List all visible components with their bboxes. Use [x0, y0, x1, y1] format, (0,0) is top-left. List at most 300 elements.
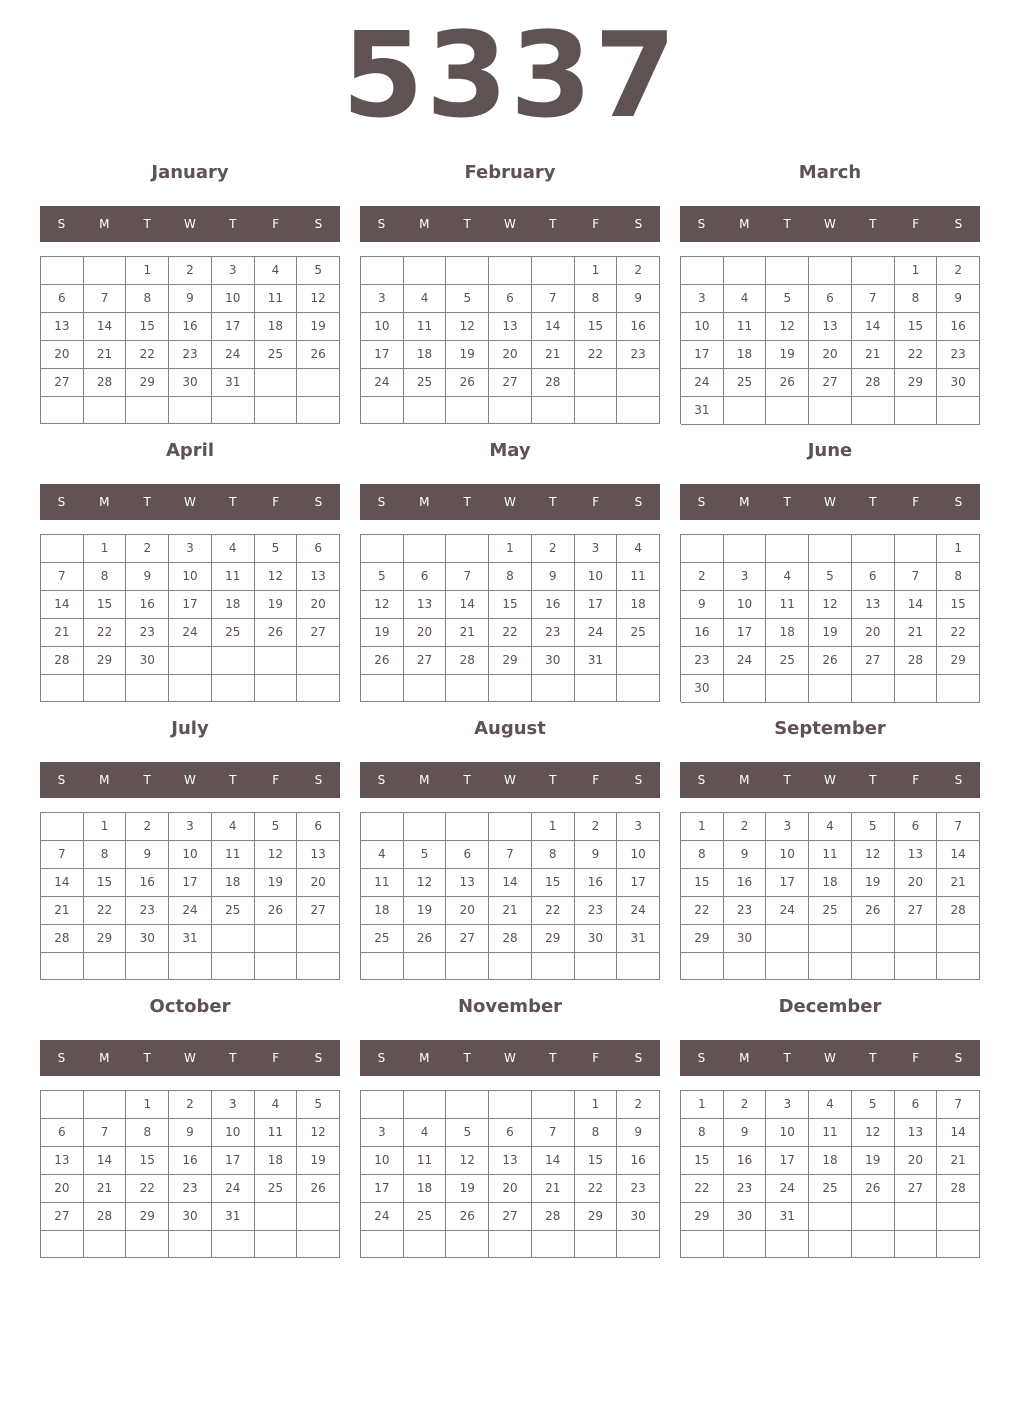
day-cell: 25	[809, 1175, 852, 1203]
day-cell: 19	[404, 897, 447, 925]
day-cell: 13	[41, 313, 84, 341]
day-cell: 17	[361, 341, 404, 369]
day-cell: 19	[766, 341, 809, 369]
day-cell: 18	[809, 1147, 852, 1175]
day-cell: 8	[895, 285, 938, 313]
empty-day-cell	[446, 1091, 489, 1119]
day-cell: 13	[852, 591, 895, 619]
weekday-label: M	[99, 1051, 110, 1065]
empty-day-cell	[255, 675, 298, 702]
day-cell: 15	[84, 869, 127, 897]
day-grid	[360, 534, 660, 702]
day-cell: 10	[169, 841, 212, 869]
day-cell: 28	[84, 1203, 127, 1231]
weekday-header-bar	[40, 762, 340, 798]
weekday-label: T	[783, 495, 791, 509]
day-cell: 15	[575, 313, 618, 341]
month-july	[40, 714, 340, 984]
day-cell: 22	[126, 341, 169, 369]
day-cell: 11	[255, 1119, 298, 1147]
day-cell: 27	[404, 647, 447, 675]
day-cell: 1	[575, 1091, 618, 1119]
day-cell: 12	[446, 313, 489, 341]
weekday-label: S	[57, 495, 66, 509]
month-october	[40, 992, 340, 1262]
day-cell: 16	[575, 869, 618, 897]
day-cell: 13	[489, 313, 532, 341]
day-cell: 4	[361, 841, 404, 869]
day-cell: 12	[297, 285, 340, 313]
day-cell: 6	[895, 813, 938, 841]
empty-day-cell	[809, 1231, 852, 1258]
weekday-label: T	[463, 217, 471, 231]
weekday-label: S	[697, 217, 706, 231]
empty-day-cell	[404, 535, 447, 563]
weekday-label: W	[824, 1051, 836, 1065]
day-cell: 29	[489, 647, 532, 675]
day-cell: 30	[126, 647, 169, 675]
day-cell: 27	[446, 925, 489, 953]
day-cell: 10	[212, 1119, 255, 1147]
month-march	[680, 158, 980, 428]
day-cell: 5	[809, 563, 852, 591]
day-cell: 28	[84, 369, 127, 397]
weekday-label: S	[57, 1051, 66, 1065]
weekday-header-bar	[360, 484, 660, 520]
month-name: October	[149, 996, 231, 1017]
empty-day-cell	[575, 675, 618, 702]
weekday-label: S	[57, 773, 66, 787]
empty-day-cell	[41, 535, 84, 563]
day-cell: 2	[724, 813, 767, 841]
weekday-label: T	[143, 1051, 151, 1065]
weekday-label: W	[184, 773, 196, 787]
weekday-label: T	[143, 773, 151, 787]
month-name: June	[807, 440, 853, 461]
day-cell: 7	[852, 285, 895, 313]
day-cell: 14	[84, 313, 127, 341]
day-cell: 6	[41, 1119, 84, 1147]
day-cell: 27	[852, 647, 895, 675]
empty-day-cell	[446, 397, 489, 424]
day-cell: 4	[255, 257, 298, 285]
month-name: July	[171, 718, 209, 739]
day-cell: 23	[681, 647, 724, 675]
day-cell: 2	[937, 257, 980, 285]
day-cell: 14	[852, 313, 895, 341]
empty-day-cell	[41, 257, 84, 285]
empty-day-cell	[809, 397, 852, 425]
empty-day-cell	[681, 1231, 724, 1258]
day-cell: 7	[84, 285, 127, 313]
day-cell: 12	[255, 563, 298, 591]
day-cell: 30	[575, 925, 618, 953]
weekday-label: M	[419, 495, 430, 509]
day-cell: 8	[126, 285, 169, 313]
weekday-label: T	[783, 217, 791, 231]
day-cell: 3	[617, 813, 660, 841]
day-cell: 11	[255, 285, 298, 313]
day-grid	[40, 812, 340, 980]
day-cell: 4	[212, 535, 255, 563]
empty-day-cell	[724, 953, 767, 980]
day-cell: 16	[617, 1147, 660, 1175]
day-cell: 25	[404, 369, 447, 397]
empty-day-cell	[809, 675, 852, 703]
day-cell: 1	[126, 1091, 169, 1119]
day-cell: 30	[532, 647, 575, 675]
day-cell: 19	[852, 869, 895, 897]
day-cell: 20	[809, 341, 852, 369]
day-cell: 19	[446, 1175, 489, 1203]
day-cell: 20	[41, 1175, 84, 1203]
day-cell: 12	[297, 1119, 340, 1147]
weekday-label: M	[99, 217, 110, 231]
day-cell: 8	[126, 1119, 169, 1147]
weekday-label: T	[869, 773, 877, 787]
day-cell: 10	[724, 591, 767, 619]
day-cell: 19	[446, 341, 489, 369]
day-cell: 28	[532, 369, 575, 397]
day-cell: 31	[766, 1203, 809, 1231]
empty-day-cell	[212, 647, 255, 675]
empty-day-cell	[852, 535, 895, 563]
day-cell: 20	[297, 869, 340, 897]
day-cell: 30	[169, 1203, 212, 1231]
day-cell: 6	[297, 813, 340, 841]
day-cell: 12	[852, 841, 895, 869]
empty-day-cell	[255, 369, 298, 397]
day-cell: 22	[681, 897, 724, 925]
empty-day-cell	[126, 1231, 169, 1258]
day-cell: 12	[766, 313, 809, 341]
day-cell: 7	[41, 841, 84, 869]
month-april	[40, 436, 340, 706]
weekday-header-bar	[680, 484, 980, 520]
weekday-label: F	[272, 217, 280, 231]
day-cell: 28	[895, 647, 938, 675]
day-cell: 2	[126, 535, 169, 563]
day-grid	[680, 534, 980, 702]
empty-day-cell	[852, 1203, 895, 1231]
empty-day-cell	[297, 647, 340, 675]
day-cell: 4	[724, 285, 767, 313]
day-cell: 28	[532, 1203, 575, 1231]
day-cell: 22	[681, 1175, 724, 1203]
day-cell: 15	[126, 1147, 169, 1175]
weekday-label: T	[143, 495, 151, 509]
empty-day-cell	[446, 813, 489, 841]
empty-day-cell	[575, 369, 618, 397]
empty-day-cell	[532, 675, 575, 702]
weekday-header-bar	[40, 1040, 340, 1076]
day-cell: 4	[766, 563, 809, 591]
day-cell: 31	[681, 397, 724, 425]
empty-day-cell	[212, 925, 255, 953]
day-cell: 9	[681, 591, 724, 619]
empty-day-cell	[895, 675, 938, 703]
day-cell: 1	[895, 257, 938, 285]
day-cell: 2	[532, 535, 575, 563]
empty-day-cell	[895, 397, 938, 425]
day-cell: 26	[297, 1175, 340, 1203]
weekday-label: S	[697, 495, 706, 509]
day-cell: 10	[766, 841, 809, 869]
day-cell: 17	[766, 869, 809, 897]
weekday-label: T	[869, 495, 877, 509]
day-cell: 16	[724, 869, 767, 897]
day-cell: 20	[489, 1175, 532, 1203]
empty-day-cell	[404, 675, 447, 702]
day-cell: 13	[809, 313, 852, 341]
empty-day-cell	[937, 1231, 980, 1258]
year-title: 5337	[341, 6, 679, 144]
day-cell: 30	[126, 925, 169, 953]
weekday-label: W	[504, 217, 516, 231]
empty-day-cell	[937, 675, 980, 703]
day-cell: 30	[937, 369, 980, 397]
weekday-label: S	[634, 773, 643, 787]
empty-day-cell	[126, 397, 169, 424]
day-cell: 16	[169, 313, 212, 341]
day-cell: 28	[937, 1175, 980, 1203]
day-cell: 6	[404, 563, 447, 591]
day-cell: 22	[532, 897, 575, 925]
empty-day-cell	[84, 1091, 127, 1119]
day-cell: 10	[212, 285, 255, 313]
day-cell: 22	[84, 897, 127, 925]
day-cell: 6	[809, 285, 852, 313]
day-cell: 9	[617, 285, 660, 313]
day-cell: 11	[212, 841, 255, 869]
day-cell: 7	[84, 1119, 127, 1147]
day-cell: 15	[895, 313, 938, 341]
day-cell: 24	[575, 619, 618, 647]
day-grid	[40, 534, 340, 702]
day-cell: 3	[766, 813, 809, 841]
day-cell: 3	[575, 535, 618, 563]
day-cell: 6	[446, 841, 489, 869]
day-cell: 26	[361, 647, 404, 675]
day-cell: 18	[212, 869, 255, 897]
day-cell: 10	[361, 313, 404, 341]
day-cell: 28	[446, 647, 489, 675]
day-cell: 3	[724, 563, 767, 591]
empty-day-cell	[446, 675, 489, 702]
empty-day-cell	[255, 647, 298, 675]
empty-day-cell	[404, 257, 447, 285]
day-cell: 9	[126, 841, 169, 869]
empty-day-cell	[766, 257, 809, 285]
empty-day-cell	[617, 397, 660, 424]
weekday-header-bar	[360, 762, 660, 798]
day-cell: 25	[212, 897, 255, 925]
day-cell: 30	[617, 1203, 660, 1231]
day-cell: 26	[255, 897, 298, 925]
weekday-label: S	[634, 217, 643, 231]
day-cell: 2	[681, 563, 724, 591]
weekday-label: M	[739, 773, 750, 787]
day-cell: 12	[361, 591, 404, 619]
weekday-label: M	[99, 495, 110, 509]
weekday-label: S	[377, 1051, 386, 1065]
weekday-label: F	[272, 773, 280, 787]
day-cell: 1	[84, 535, 127, 563]
empty-day-cell	[895, 925, 938, 953]
day-cell: 5	[255, 813, 298, 841]
empty-day-cell	[84, 397, 127, 424]
day-cell: 18	[404, 1175, 447, 1203]
day-cell: 27	[41, 1203, 84, 1231]
day-cell: 23	[937, 341, 980, 369]
day-cell: 24	[724, 647, 767, 675]
day-cell: 5	[446, 285, 489, 313]
month-june	[680, 436, 980, 706]
weekday-header-bar	[360, 206, 660, 242]
empty-day-cell	[126, 953, 169, 980]
day-cell: 26	[766, 369, 809, 397]
day-cell: 22	[489, 619, 532, 647]
day-cell: 17	[681, 341, 724, 369]
day-cell: 11	[724, 313, 767, 341]
day-cell: 7	[532, 285, 575, 313]
empty-day-cell	[41, 953, 84, 980]
day-cell: 2	[169, 257, 212, 285]
weekday-label: S	[954, 495, 963, 509]
day-cell: 29	[84, 647, 127, 675]
day-cell: 14	[532, 1147, 575, 1175]
day-cell: 17	[212, 1147, 255, 1175]
day-cell: 10	[169, 563, 212, 591]
day-cell: 5	[446, 1119, 489, 1147]
empty-day-cell	[489, 813, 532, 841]
day-cell: 13	[489, 1147, 532, 1175]
day-cell: 21	[895, 619, 938, 647]
day-cell: 24	[169, 897, 212, 925]
day-cell: 23	[617, 341, 660, 369]
day-cell: 21	[84, 1175, 127, 1203]
weekday-header-bar	[360, 1040, 660, 1076]
day-cell: 6	[489, 1119, 532, 1147]
day-cell: 17	[724, 619, 767, 647]
day-cell: 24	[361, 1203, 404, 1231]
empty-day-cell	[852, 953, 895, 980]
weekday-label: T	[463, 773, 471, 787]
empty-day-cell	[297, 953, 340, 980]
day-cell: 3	[681, 285, 724, 313]
weekday-label: T	[463, 495, 471, 509]
day-cell: 23	[724, 1175, 767, 1203]
day-cell: 21	[489, 897, 532, 925]
day-cell: 25	[361, 925, 404, 953]
day-grid	[360, 1090, 660, 1258]
empty-day-cell	[724, 1231, 767, 1258]
empty-day-cell	[575, 953, 618, 980]
day-cell: 9	[169, 1119, 212, 1147]
day-cell: 11	[809, 1119, 852, 1147]
day-cell: 4	[404, 285, 447, 313]
weekday-label: T	[783, 773, 791, 787]
day-cell: 24	[681, 369, 724, 397]
day-cell: 29	[84, 925, 127, 953]
day-cell: 23	[169, 1175, 212, 1203]
day-cell: 22	[84, 619, 127, 647]
day-cell: 8	[575, 285, 618, 313]
weekday-label: S	[377, 495, 386, 509]
day-cell: 8	[681, 841, 724, 869]
empty-day-cell	[681, 257, 724, 285]
empty-day-cell	[766, 535, 809, 563]
empty-day-cell	[446, 953, 489, 980]
day-cell: 22	[937, 619, 980, 647]
month-name: May	[489, 440, 531, 461]
empty-day-cell	[681, 535, 724, 563]
empty-day-cell	[852, 925, 895, 953]
day-cell: 7	[446, 563, 489, 591]
day-cell: 8	[84, 563, 127, 591]
day-cell: 19	[255, 591, 298, 619]
empty-day-cell	[489, 953, 532, 980]
weekday-label: W	[824, 495, 836, 509]
day-cell: 15	[84, 591, 127, 619]
day-cell: 11	[361, 869, 404, 897]
weekday-header-bar	[680, 762, 980, 798]
weekday-label: F	[272, 1051, 280, 1065]
day-cell: 16	[617, 313, 660, 341]
day-cell: 10	[361, 1147, 404, 1175]
day-cell: 28	[41, 647, 84, 675]
day-cell: 7	[41, 563, 84, 591]
empty-day-cell	[766, 953, 809, 980]
empty-day-cell	[169, 647, 212, 675]
day-cell: 11	[809, 841, 852, 869]
weekday-label: T	[143, 217, 151, 231]
empty-day-cell	[617, 953, 660, 980]
day-cell: 13	[404, 591, 447, 619]
day-cell: 19	[852, 1147, 895, 1175]
day-cell: 20	[852, 619, 895, 647]
empty-day-cell	[212, 953, 255, 980]
day-cell: 10	[681, 313, 724, 341]
day-cell: 25	[724, 369, 767, 397]
day-cell: 20	[895, 1147, 938, 1175]
day-cell: 17	[169, 869, 212, 897]
day-cell: 29	[575, 1203, 618, 1231]
day-cell: 4	[404, 1119, 447, 1147]
weekday-label: T	[783, 1051, 791, 1065]
day-cell: 21	[41, 897, 84, 925]
day-cell: 31	[169, 925, 212, 953]
empty-day-cell	[532, 953, 575, 980]
empty-day-cell	[404, 397, 447, 424]
empty-day-cell	[489, 397, 532, 424]
empty-day-cell	[255, 1203, 298, 1231]
day-cell: 25	[617, 619, 660, 647]
day-cell: 30	[169, 369, 212, 397]
day-cell: 14	[84, 1147, 127, 1175]
day-cell: 27	[297, 897, 340, 925]
empty-day-cell	[255, 1231, 298, 1258]
weekday-label: T	[869, 217, 877, 231]
empty-day-cell	[126, 675, 169, 702]
weekday-label: F	[592, 217, 600, 231]
day-cell: 27	[895, 897, 938, 925]
empty-day-cell	[937, 953, 980, 980]
weekday-label: W	[504, 1051, 516, 1065]
day-cell: 15	[575, 1147, 618, 1175]
empty-day-cell	[852, 1231, 895, 1258]
day-cell: 31	[212, 1203, 255, 1231]
